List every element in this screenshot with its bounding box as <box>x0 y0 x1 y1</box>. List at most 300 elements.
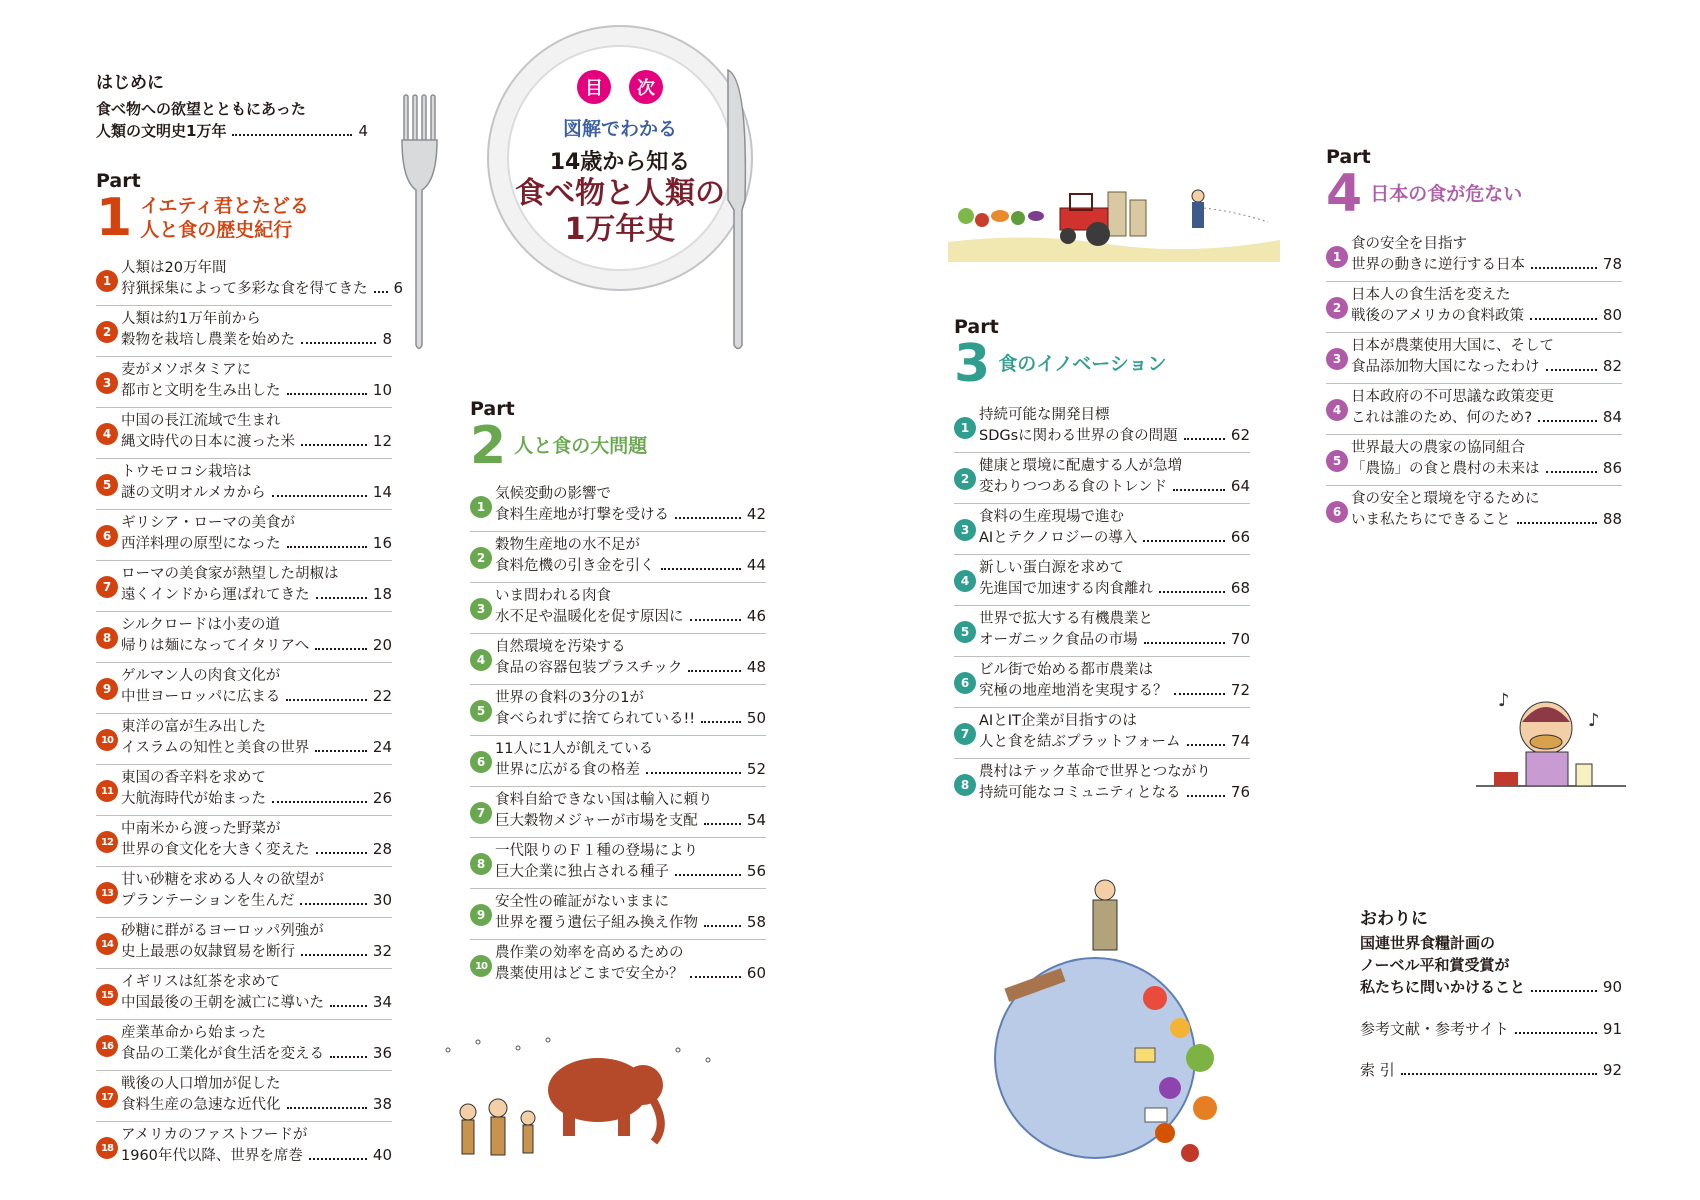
book-title-block <box>440 70 800 248</box>
intro-section <box>96 72 368 142</box>
entry-line-2: 巨大企業に独占される種子 <box>495 864 669 880</box>
entry-line-2-row <box>495 861 766 882</box>
page-number: 20 <box>372 636 392 654</box>
page-number: 48 <box>746 658 766 676</box>
entry-line-1: 世界最大の農家の協同組合 <box>1351 440 1525 456</box>
entry-number-badge: 13 <box>96 882 118 904</box>
toc-entry[interactable] <box>1326 489 1622 539</box>
vegetables-icon <box>958 208 1044 227</box>
leader-dots <box>315 648 367 650</box>
entry-line-1: 戦後の人口増加が促した <box>121 1076 281 1092</box>
entry-divider <box>96 1121 392 1122</box>
leader-dots <box>309 1158 367 1160</box>
leader-dots <box>272 495 367 497</box>
entry-number-badge: 17 <box>96 1086 118 1108</box>
entry-line-2: 食品の容器包装プラスチック <box>495 660 683 676</box>
outro-section <box>1360 908 1622 1080</box>
leader-dots <box>300 903 366 905</box>
entry-text <box>1351 285 1622 335</box>
entry-text <box>1351 234 1622 284</box>
entry-number-badge: 2 <box>1326 297 1348 319</box>
page-number: 28 <box>372 840 392 858</box>
entry-line-2: 西洋料理の原型になった <box>121 536 281 552</box>
entry-line-2: 人と食を結ぶプラットフォーム <box>979 734 1181 750</box>
entry-number-badge: 1 <box>954 417 976 439</box>
entry-line-2: 帰りは麺になってイタリアへ <box>121 638 310 654</box>
toc-entry[interactable] <box>96 564 392 614</box>
entry-line-2: 食べられずに捨てられている!! <box>495 711 696 727</box>
entry-line-2: プランテーションを生んだ <box>121 893 295 909</box>
page-number: 88 <box>1602 510 1622 528</box>
entry-line-1: 自然環境を汚染する <box>495 639 626 655</box>
leader-dots <box>1531 267 1597 269</box>
entry-line-2-row <box>121 992 392 1013</box>
toc-entry[interactable] <box>96 1074 392 1124</box>
toc-entry[interactable] <box>96 411 392 461</box>
entry-line-2-row <box>121 329 392 350</box>
index-row[interactable] <box>1360 1059 1622 1080</box>
toc-entry[interactable] <box>954 762 1250 812</box>
toc-entry[interactable] <box>470 484 766 534</box>
entry-text <box>121 819 392 869</box>
entry-line-2-row <box>121 482 392 503</box>
entry-divider <box>96 1019 392 1020</box>
toc-entry[interactable] <box>954 609 1250 659</box>
mammoth-icon <box>548 1058 663 1142</box>
page-number: 84 <box>1602 408 1622 426</box>
outro-line-2: ノーベル平和賞受賞が <box>1360 956 1510 974</box>
entry-number-badge: 7 <box>96 576 118 598</box>
page-number: 42 <box>746 505 766 523</box>
entry-line-2: SDGsに関わる世界の食の問題 <box>979 428 1178 444</box>
entry-text <box>121 411 392 461</box>
entry-line-1: 世界で拡大する有機農業と <box>979 611 1153 627</box>
entry-line-2-row <box>121 1094 392 1115</box>
entry-divider <box>96 815 392 816</box>
entry-number-badge: 14 <box>96 933 118 955</box>
entry-divider <box>96 560 392 561</box>
part3-header <box>954 316 1167 394</box>
entry-text <box>121 666 392 716</box>
entry-line-2: 謎の文明オルメカから <box>121 485 266 501</box>
globe-illustration <box>985 868 1285 1178</box>
entry-line-1: アメリカのファストフードが <box>121 1127 308 1143</box>
entry-line-2: 食料生産の急速な近代化 <box>121 1097 281 1113</box>
leader-dots <box>646 772 741 774</box>
toc-entry[interactable] <box>470 841 766 891</box>
entry-number-badge: 6 <box>1326 501 1348 523</box>
entry-number-badge: 11 <box>96 780 118 802</box>
entry-line-2-row <box>121 737 392 758</box>
toc-entry[interactable] <box>96 768 392 818</box>
entry-line-2: 食料危機の引き金を引く <box>495 558 655 574</box>
entry-number-badge: 5 <box>1326 450 1348 472</box>
leader-dots <box>1517 522 1597 524</box>
toc-entry[interactable] <box>954 405 1250 455</box>
page-number: 6 <box>393 279 404 297</box>
leader-dots <box>1515 1032 1597 1034</box>
entry-text <box>1351 489 1622 539</box>
part-number: 2 <box>470 416 507 476</box>
outro-line-3: 私たちに問いかけること <box>1360 978 1526 996</box>
toc-entry[interactable] <box>1326 234 1622 284</box>
entry-divider <box>96 866 392 867</box>
bowl-icon <box>1494 772 1518 786</box>
entry-number-badge: 1 <box>1326 246 1348 268</box>
entry-divider <box>96 611 392 612</box>
entry-line-2: 縄文時代の日本に渡った米 <box>121 434 295 450</box>
page-number: 58 <box>746 913 766 931</box>
entry-line-2: 究極の地産地消を実現する？ <box>979 683 1168 699</box>
toc-entry[interactable] <box>470 943 766 993</box>
entry-line-2-row <box>1351 254 1622 275</box>
page-number: 34 <box>372 993 392 1011</box>
entry-number-badge: 16 <box>96 1035 118 1057</box>
toc-entry[interactable] <box>96 870 392 920</box>
entry-line-2: 持続可能なコミュニティとなる <box>979 785 1181 801</box>
entry-text <box>121 1023 392 1073</box>
leader-dots <box>675 517 741 519</box>
page-number: 18 <box>372 585 392 603</box>
entry-number-badge: 4 <box>96 423 118 445</box>
entry-line-1: 中国の長江流域で生まれ <box>121 413 281 429</box>
farmer-icon <box>1192 190 1204 228</box>
entry-line-2-row <box>1351 458 1622 479</box>
entry-line-1: ビル街で始める都市農業は <box>979 662 1153 678</box>
part-title-line-1: イエティ君とたどる <box>140 195 309 217</box>
toc-entry[interactable] <box>470 739 766 789</box>
entry-text <box>495 535 766 585</box>
entry-text <box>121 258 403 308</box>
entry-line-2: イスラムの知性と美食の世界 <box>121 740 310 756</box>
toc-entry[interactable] <box>96 1125 392 1175</box>
leader-dots <box>301 954 367 956</box>
toc-entry[interactable] <box>954 456 1250 506</box>
toc-entry[interactable] <box>96 462 392 512</box>
entry-number-badge: 9 <box>96 678 118 700</box>
entry-line-2-row <box>1351 509 1622 530</box>
toc-entry[interactable] <box>1326 285 1622 335</box>
page-number: 52 <box>746 760 766 778</box>
leader-dots <box>287 1107 367 1109</box>
leader-dots <box>1184 438 1225 440</box>
page-number: 12 <box>372 432 392 450</box>
part4-header <box>1326 146 1523 224</box>
intro-heading: はじめに <box>96 73 164 93</box>
leader-dots <box>675 874 741 876</box>
leader-dots <box>1173 489 1225 491</box>
leader-dots <box>287 393 367 395</box>
entry-line-1: 一代限りのＦ１種の登場により <box>495 843 698 859</box>
page-number: 36 <box>372 1044 392 1062</box>
leader-dots <box>1538 420 1597 422</box>
entry-number-badge: 3 <box>1326 348 1348 370</box>
entry-line-2-row <box>979 425 1250 446</box>
entry-line-2-row <box>1351 305 1622 326</box>
entry-divider <box>96 458 392 459</box>
leader-dots <box>301 444 367 446</box>
entry-text <box>121 309 392 359</box>
entry-text <box>121 768 392 818</box>
part-label: Part <box>1326 146 1371 168</box>
entry-text <box>495 841 766 891</box>
toc-entry[interactable] <box>1326 336 1622 386</box>
page-number: 14 <box>372 483 392 501</box>
leader-dots <box>704 925 741 927</box>
refs-row[interactable] <box>1360 1018 1622 1039</box>
entry-number-badge: 8 <box>96 627 118 649</box>
page-number: 70 <box>1230 630 1250 648</box>
toc-entry[interactable] <box>470 535 766 585</box>
entry-divider <box>470 888 766 889</box>
leader-dots <box>1546 369 1597 371</box>
toc-entry[interactable] <box>96 819 392 869</box>
entry-line-1: 東国の香辛料を求めて <box>121 770 266 786</box>
entry-number-badge: 5 <box>954 621 976 643</box>
entry-line-2: 狩猟採集によって多彩な食を得てきた <box>121 281 368 297</box>
entry-line-2-row <box>495 810 766 831</box>
page-number: 68 <box>1230 579 1250 597</box>
toc-entry[interactable] <box>954 711 1250 761</box>
entry-number-badge: 4 <box>470 649 492 671</box>
entry-line-2: 巨大穀物メジャーが市場を支配 <box>495 813 698 829</box>
refs-label: 参考文献・参考サイト <box>1360 1020 1509 1038</box>
entry-line-2-row <box>121 941 392 962</box>
entry-line-1: トウモロコシ栽培は <box>121 464 252 480</box>
toc-entry[interactable] <box>96 309 392 359</box>
toc-entry[interactable] <box>470 586 766 636</box>
entry-divider <box>96 917 392 918</box>
entry-text <box>495 943 766 993</box>
entry-line-1: ローマの美食家が熱望した胡椒は <box>121 566 339 582</box>
entry-number-badge: 3 <box>470 598 492 620</box>
entry-line-2-row <box>495 912 766 933</box>
entry-line-2: 水不足や温暖化を促す原因に <box>495 609 684 625</box>
leader-dots <box>1401 1073 1597 1075</box>
leader-dots <box>232 134 352 136</box>
toc-entry[interactable] <box>954 507 1250 557</box>
page-number: 46 <box>746 607 766 625</box>
entry-line-1: シルクロードは小麦の道 <box>121 617 280 633</box>
entry-divider <box>1326 383 1622 384</box>
entry-line-2: 世界を覆う遺伝子組み換え作物 <box>495 915 698 931</box>
leader-dots <box>1531 990 1597 992</box>
page-number: 30 <box>372 891 392 909</box>
entry-line-1: 新しい蛋白源を求めて <box>979 560 1124 576</box>
entry-line-2: 穀物を栽培し農業を始めた <box>121 332 295 348</box>
toc-entry[interactable] <box>954 660 1250 710</box>
leader-dots <box>690 619 741 621</box>
entry-text <box>121 462 392 512</box>
entry-text <box>495 637 766 687</box>
entry-number-badge: 3 <box>954 519 976 541</box>
entry-divider <box>954 605 1250 606</box>
entry-line-1: 人類は20万年間 <box>121 260 227 276</box>
entry-line-2-row <box>979 731 1250 752</box>
entry-line-2-row <box>979 476 1250 497</box>
page-number: 74 <box>1230 732 1250 750</box>
entry-line-1: 安全性の確証がないままに <box>495 894 669 910</box>
toc-entry[interactable] <box>1326 438 1622 488</box>
entry-line-2: いま私たちにできること <box>1351 512 1511 528</box>
entry-line-2-row <box>121 686 392 707</box>
entry-number-badge: 18 <box>96 1137 118 1159</box>
page-number: 16 <box>372 534 392 552</box>
entry-line-1: 11人に1人が飢えている <box>495 741 654 757</box>
entry-line-2: 戦後のアメリカの食料政策 <box>1351 308 1524 324</box>
part-title: 人と食の大問題 <box>514 435 648 457</box>
entry-number-badge: 7 <box>470 802 492 824</box>
entry-divider <box>1326 434 1622 435</box>
entry-line-1: 食料自給できない国は輸入に頼り <box>495 792 713 808</box>
entry-text <box>979 711 1250 761</box>
toc-entry[interactable] <box>470 637 766 687</box>
entry-text <box>495 739 766 789</box>
entry-number-badge: 3 <box>96 372 118 394</box>
page-number: 80 <box>1602 306 1622 324</box>
entry-line-1: イギリスは紅茶を求めて <box>121 974 281 990</box>
entry-line-2-row <box>495 555 766 576</box>
entry-line-2-row <box>979 782 1250 803</box>
leader-dots <box>1187 795 1225 797</box>
entry-line-1: AIとIT企業が目指すのは <box>979 713 1137 729</box>
page-number: 60 <box>746 964 766 982</box>
music-note-icon: ♪ <box>1588 710 1600 731</box>
entry-line-1: 健康と環境に配慮する人が急増 <box>979 458 1182 474</box>
entry-divider <box>954 758 1250 759</box>
toc-entry[interactable] <box>96 717 392 767</box>
entry-line-2-row <box>495 963 766 984</box>
entry-text <box>495 688 766 738</box>
entry-number-badge: 9 <box>470 904 492 926</box>
leader-dots <box>287 546 367 548</box>
leader-dots <box>330 1056 367 1058</box>
entry-line-1: 東洋の富が生み出した <box>121 719 266 735</box>
entry-divider <box>954 503 1250 504</box>
entry-line-1: 持続可能な開発目標 <box>979 407 1110 423</box>
toc-entry[interactable] <box>96 1023 392 1073</box>
entry-divider <box>470 633 766 634</box>
entry-line-1: 中南米から渡った野菜が <box>121 821 281 837</box>
intro-line-1: 食べ物への欲望とともにあった <box>96 100 306 118</box>
entry-divider <box>1326 485 1622 486</box>
toc-entry[interactable] <box>1326 387 1622 437</box>
entry-line-2-row <box>979 680 1250 701</box>
entry-divider <box>470 837 766 838</box>
entry-line-2-row <box>121 788 392 809</box>
figure-icon <box>1093 880 1117 950</box>
entry-line-2: オーガニック食品の市場 <box>979 632 1138 648</box>
toc-entry[interactable] <box>96 513 392 563</box>
entry-line-2-row <box>121 431 392 452</box>
entry-line-1: 甘い砂糖を求める人々の欲望が <box>121 872 324 888</box>
entry-line-2-row <box>121 1043 392 1064</box>
outro-line-3-row[interactable] <box>1360 976 1622 998</box>
entry-number-badge: 8 <box>954 774 976 796</box>
toc-entry[interactable] <box>954 558 1250 608</box>
toc-entry[interactable] <box>470 688 766 738</box>
entry-divider <box>954 656 1250 657</box>
intro-line-2-row[interactable] <box>96 120 368 142</box>
entry-line-2-row <box>121 839 392 860</box>
people-icon <box>460 1099 535 1155</box>
entry-line-2-row <box>121 278 403 299</box>
entry-text <box>1351 336 1622 386</box>
toc-entry[interactable] <box>96 615 392 665</box>
entry-number-badge: 6 <box>954 672 976 694</box>
entry-line-2-row <box>121 380 392 401</box>
fork-icon <box>402 95 437 349</box>
leader-dots <box>1159 591 1225 593</box>
toc-entry[interactable] <box>96 360 392 410</box>
part-number: 1 <box>96 188 133 248</box>
page-number: 66 <box>1230 528 1250 546</box>
entry-number-badge: 6 <box>96 525 118 547</box>
page-number: 8 <box>382 330 392 348</box>
outro-heading: おわりに <box>1360 909 1428 929</box>
entry-divider <box>96 407 392 408</box>
page-number: 32 <box>372 942 392 960</box>
page-number: 40 <box>372 1146 392 1164</box>
entry-text <box>979 507 1250 557</box>
entry-line-2: 都市と文明を生み出した <box>121 383 281 399</box>
part2-header <box>470 398 648 476</box>
toc-entry[interactable] <box>96 921 392 971</box>
entry-text <box>121 1074 392 1124</box>
music-note-icon: ♪ <box>1498 690 1510 711</box>
part-label: Part <box>470 398 515 420</box>
toc-entry[interactable] <box>470 892 766 942</box>
page-number: 54 <box>746 811 766 829</box>
entry-divider <box>96 305 392 306</box>
entry-text <box>121 717 392 767</box>
leader-dots <box>661 568 741 570</box>
entry-line-2: 大航海時代が始まった <box>121 791 266 807</box>
toc-entry[interactable] <box>470 790 766 840</box>
entry-line-1: 人類は約1万年前から <box>121 311 261 327</box>
page-number: 64 <box>1230 477 1250 495</box>
entry-line-2-row <box>121 635 392 656</box>
page-number: 78 <box>1602 255 1622 273</box>
leader-dots <box>1144 642 1225 644</box>
entry-line-2-row <box>979 527 1250 548</box>
toc-entry[interactable] <box>96 666 392 716</box>
leader-dots <box>315 750 367 752</box>
entry-text <box>979 405 1250 455</box>
entry-line-2: 史上最悪の奴隷貿易を断行 <box>121 944 295 960</box>
entry-text <box>121 1125 392 1175</box>
toc-entry[interactable] <box>96 258 404 308</box>
book-title-line-1: 14歳から知る <box>549 150 691 175</box>
burger-icon <box>1530 735 1562 749</box>
part-number: 4 <box>1326 164 1363 224</box>
leader-dots <box>1174 693 1225 695</box>
entry-line-1: 気候変動の影響で <box>495 486 611 502</box>
entry-divider <box>96 764 392 765</box>
page-number: 72 <box>1230 681 1250 699</box>
part1-header <box>96 170 309 248</box>
entry-line-1: 産業革命から始まった <box>121 1025 266 1041</box>
toc-entry[interactable] <box>96 972 392 1022</box>
entry-line-2-row <box>979 629 1250 650</box>
entry-number-badge: 8 <box>470 853 492 875</box>
leader-dots <box>1143 540 1225 542</box>
entry-line-2: 遠くインドから運ばれてきた <box>121 587 310 603</box>
entry-divider <box>470 735 766 736</box>
entry-line-2-row <box>495 759 766 780</box>
entry-line-2: 世界の動きに逆行する日本 <box>1351 257 1525 273</box>
entry-text <box>121 870 392 920</box>
